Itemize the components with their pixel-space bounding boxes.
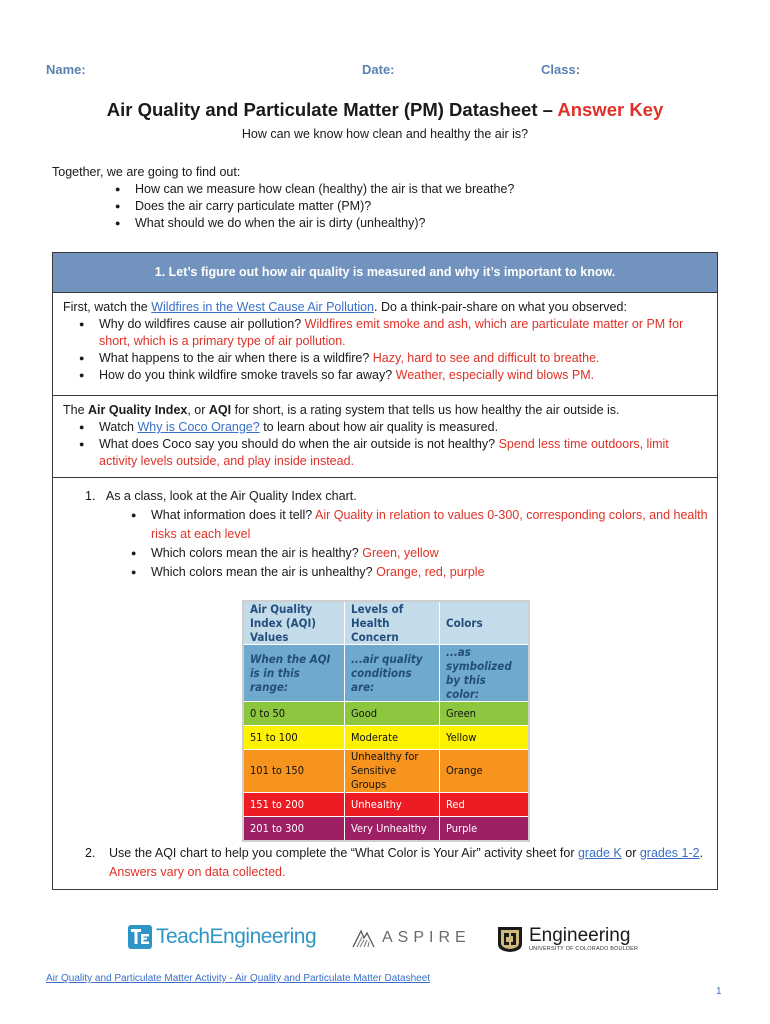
page-number: 1 — [716, 986, 722, 997]
table-row — [243, 726, 529, 750]
aspire-mountain-icon — [352, 928, 378, 948]
table-cell: Red — [440, 793, 530, 817]
wildfire-video-link[interactable]: Wildfires in the West Cause Air Pollution — [151, 300, 375, 314]
table-cell: Green — [440, 702, 530, 726]
section-aqi-intro: The Air Quality Index, or AQI for short, is a rating system that tells us how healthy the air outside is. ● Watch Why is Coco Orange? to learn about how air quality is measured. ● What does Coco say you should do when the air outside is not healthy? Spend less time outdoors, limit activity levels outside, and play inside instead. — [53, 395, 717, 477]
list-item: ● How can we measure how clean (healthy) the air is that we breathe? — [115, 181, 712, 198]
item-2: 2. Use the AQI chart to help you complete the “What Color is Your Air” activity sheet for grade K or grades 1-2. Answers vary on data collected. — [85, 846, 704, 879]
coco-video-link[interactable]: Why is Coco Orange? — [137, 420, 260, 434]
intro — [52, 164, 712, 232]
footer-link[interactable]: Air Quality and Particulate Matter Activity - Air Quality and Particulate Matter Datasheet — [46, 973, 431, 984]
list-item: ● Watch Why is Coco Orange? to learn about how air quality is measured. — [79, 419, 701, 436]
list-item: ● How do you think wildfire smoke travels so far away? Weather, especially wind blows PM. — [79, 367, 701, 384]
table-cell: 151 to 200 — [243, 793, 345, 817]
list-item: ● What information does it tell? Air Quality in relation to values 0-300, corresponding colors, and health risks at each level — [131, 506, 711, 544]
table-cell: 201 to 300 — [243, 817, 345, 841]
section-aqi-chart — [53, 477, 717, 889]
table-row — [243, 702, 529, 726]
aspire-logo: ASPIRE — [352, 925, 471, 951]
page-subtitle: How can we know how clean and healthy the air is? — [241, 127, 529, 141]
section-banner: 1. Let’s figure out how air quality is measured and why it’s important to know. — [53, 253, 717, 292]
list-item: ● What should we do when the air is dirty (unhealthy)? — [115, 215, 712, 232]
item-1: 1. As a class, look at the Air Quality Index chart. — [85, 489, 357, 503]
table-row — [243, 750, 529, 793]
table-row — [243, 793, 529, 817]
table-cell: 51 to 100 — [243, 726, 345, 750]
table-cell: Purple — [440, 817, 530, 841]
intro-list — [115, 181, 712, 232]
answer-key-label: Answer Key — [557, 99, 664, 120]
page-title: Air Quality and Particulate Matter (PM) Datasheet – Answer Key — [106, 99, 664, 120]
list-item: ● Why do wildfires cause air pollution? Wildfires emit smoke and ash, which are particulate matter or PM for short, which is a primary type of air pollution. — [79, 316, 701, 350]
section-wildfire: First, watch the Wildfires in the West Cause Air Pollution. Do a think-pair-share on what you observed: ● Why do wildfires cause air pollution? Wildfires emit smoke and ash, which are particulate matter or PM for short, which is a primary type of air pollution. ● What happens to the air when there is a wildfire? Hazy, hard to see and difficult to breathe. ● How do you think wildfire smoke travels so far away? Weather, especially wind blows PM. — [53, 292, 717, 395]
table-cell: 0 to 50 — [243, 702, 345, 726]
cu-buffalo-icon — [495, 924, 525, 954]
table-cell: Yellow — [440, 726, 530, 750]
table-cell: Orange — [440, 750, 530, 793]
activity-box — [52, 252, 718, 890]
list-item: ● What happens to the air when there is a wildfire? Hazy, hard to see and difficult to breathe. — [79, 350, 701, 367]
list-item: ● Which colors mean the air is unhealthy? Orange, red, purple — [131, 563, 711, 582]
cu-engineering-logo: Engineering UNIVERSITY OF COLORADO BOULDER — [495, 922, 638, 956]
aqi-chart — [242, 600, 530, 842]
aqi-subheader: ...as symbolized by this color: — [440, 645, 530, 702]
list-item: ● Does the air carry particulate matter (PM)? — [115, 198, 712, 215]
table-cell: 101 to 150 — [243, 750, 345, 793]
table-cell: Unhealthy for Sensitive Groups — [345, 750, 440, 793]
aqi-header-colors: Colors — [440, 601, 530, 645]
aqi-header-levels: Levels of Health Concern — [345, 601, 440, 645]
name-label: Name: — [46, 62, 86, 77]
table-cell: Unhealthy — [345, 793, 440, 817]
date-label: Date: — [362, 62, 395, 77]
intro-lead: Together, we are going to find out: — [52, 165, 241, 179]
table-cell: Moderate — [345, 726, 440, 750]
aqi-header-values: Air Quality Index (AQI) Values — [243, 601, 345, 645]
teachengineering-logo: TeachEngineering — [128, 922, 316, 952]
table-row — [243, 817, 529, 841]
aqi-subheader: When the AQI is in this range: — [243, 645, 345, 702]
list-item: ● What does Coco say you should do when the air outside is not healthy? Spend less time outdoors, limit activity levels outside, and play inside instead. — [79, 436, 701, 470]
grade-k-link[interactable]: grade K — [577, 846, 622, 860]
table-cell: Good — [345, 702, 440, 726]
aqi-subheader: ...air quality conditions are: — [345, 645, 440, 702]
class-label: Class: — [541, 62, 581, 77]
table-cell: Very Unhealthy — [345, 817, 440, 841]
grades-1-2-link[interactable]: grades 1-2 — [639, 846, 700, 860]
list-item: ● Which colors mean the air is healthy? Green, yellow — [131, 544, 711, 563]
teachengineering-icon — [128, 925, 152, 949]
